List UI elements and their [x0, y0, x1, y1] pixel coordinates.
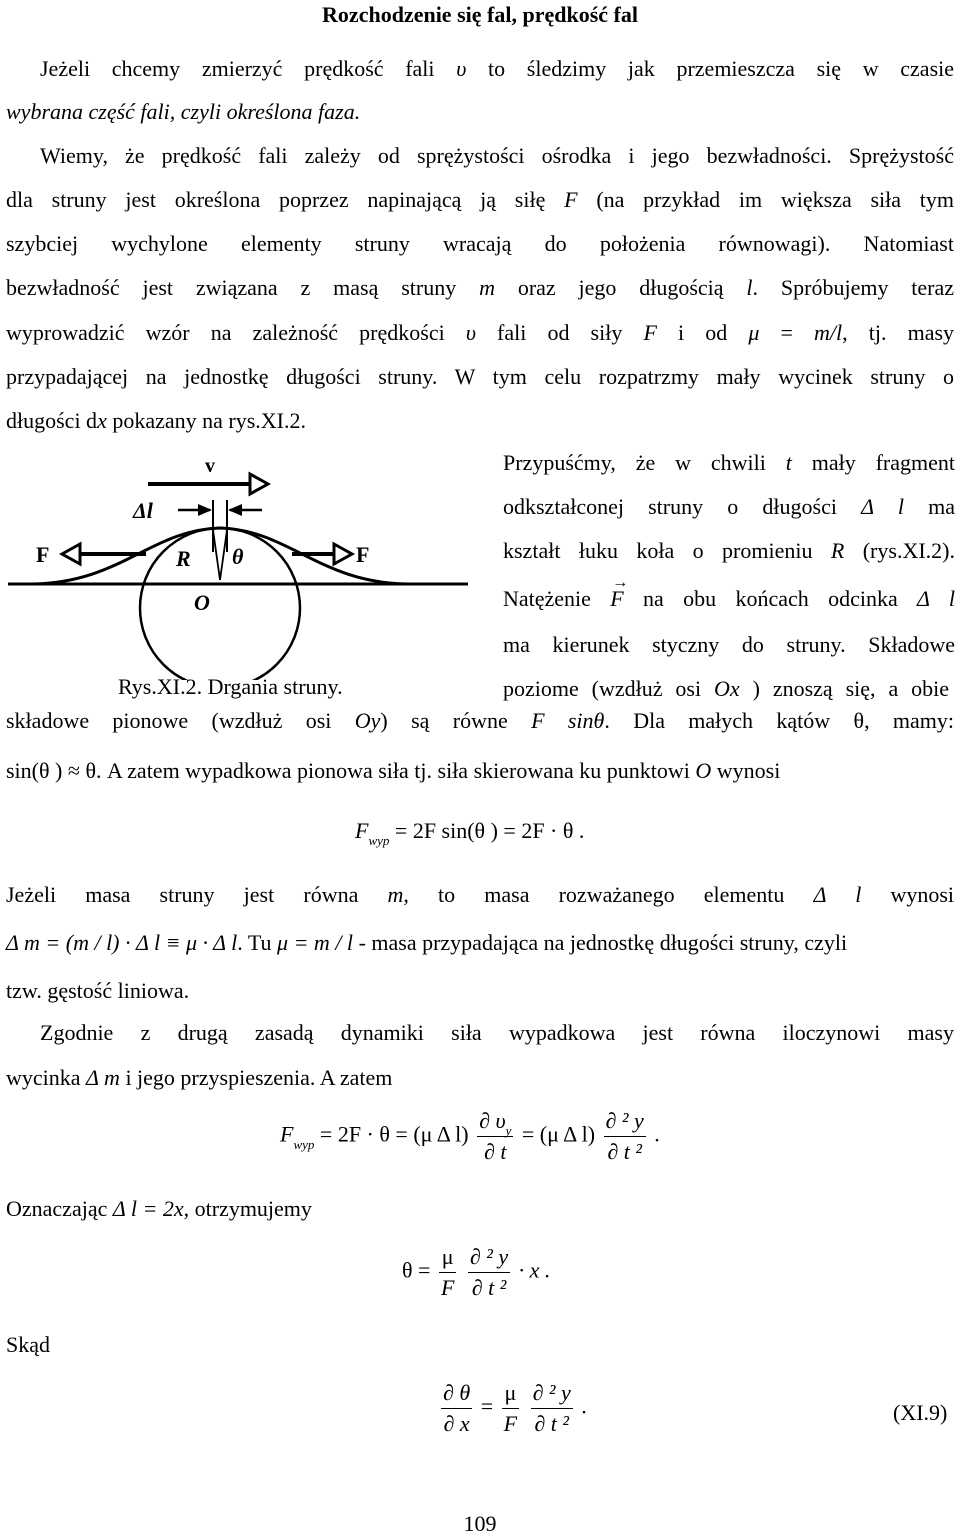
time-symbol: t: [785, 450, 792, 475]
subscript-y: y: [505, 1123, 512, 1138]
radius-line-right: [220, 530, 227, 580]
center-label: O: [194, 590, 210, 615]
equation-lhs: θ =: [402, 1257, 431, 1283]
text: , to masa rozważanego elementu: [403, 882, 785, 907]
fraction-d2y-dt2: [468, 1244, 510, 1301]
small-angle-approx: sin(θ ) ≈ θ: [6, 758, 96, 783]
text: mały fragment: [811, 450, 955, 475]
equation-newton-second-law: [280, 1108, 660, 1165]
fraction-mu-f: [439, 1244, 456, 1301]
text: na obu końcach odcinka: [643, 586, 898, 611]
x-symbol: x: [97, 408, 107, 433]
fraction-mu-f: [502, 1380, 519, 1437]
text: i od: [678, 320, 728, 345]
side-line-1: [503, 450, 955, 476]
text: Jeżeli chcemy zmierzyć prędkość fali: [40, 56, 435, 81]
paragraph-2-line-4: [6, 275, 954, 301]
fraction-d2y-dt2: [604, 1108, 646, 1165]
delta-m-symbol: Δ m: [86, 1065, 120, 1090]
text: długości d: [6, 408, 98, 433]
period: .: [654, 1121, 660, 1147]
radius-line-left: [213, 530, 220, 580]
text: pokazany na rys.XI.2.: [106, 408, 306, 433]
mass-symbol: m: [479, 275, 495, 300]
fraction-d2y-dt2: [531, 1380, 573, 1437]
paragraph-3-line-1: [6, 708, 954, 734]
paragraph-2-line-2: [6, 187, 954, 213]
radius-label: R: [176, 546, 191, 571]
paragraph-2-line-1: Wiemy, że prędkość fali zależy od sprężystości ośrodka i jego bezwładności. Sprężystość: [40, 143, 954, 168]
text: odkształconej struny o długości: [503, 494, 837, 519]
side-line-2: [503, 494, 955, 520]
text: . Dla małych kątów: [604, 708, 831, 733]
mass-symbol: m: [387, 882, 404, 907]
side-line-4: [503, 574, 955, 612]
vertical-component: F sinθ: [531, 708, 605, 733]
text: wynosi: [890, 882, 955, 907]
v-label: v: [205, 455, 215, 477]
paragraph-2-line-7: [6, 408, 954, 434]
text: i jego przyspieszenia. A zatem: [125, 1065, 393, 1090]
force-left-arrowhead: [62, 544, 80, 564]
force-symbol: F: [355, 818, 369, 843]
text: ) znoszą się, a obie: [752, 676, 950, 701]
text: wycinka: [6, 1065, 81, 1090]
mu-definition: m/l: [814, 320, 843, 345]
equals: =: [480, 1393, 494, 1419]
force-symbol: F: [564, 187, 578, 212]
equation-end: · x .: [518, 1257, 551, 1283]
text: poziome (wzdłuż osi: [503, 676, 702, 701]
text: (na przykład im większa siła tym: [596, 187, 955, 212]
text: , mamy:: [864, 708, 955, 733]
equation-wave-xi9: [438, 1380, 587, 1437]
equation-resultant-force: [355, 818, 585, 848]
equation-part: = 2F · θ = (μ Δ l): [319, 1121, 469, 1147]
equation-part: = (μ Δ l): [521, 1121, 596, 1147]
paragraph-2-line-5: [6, 320, 954, 346]
ox-symbol: Ox: [714, 676, 740, 701]
delta-l-symbol: Δ l: [861, 494, 904, 519]
theta-symbol: θ: [853, 708, 865, 733]
numerator: ∂ ² y: [468, 1244, 510, 1273]
denominator: ∂ t: [483, 1139, 507, 1164]
text: . Spróbujemy teraz: [752, 275, 955, 300]
denominator: ∂ t ²: [471, 1275, 507, 1300]
subscript-wyp: wyp: [293, 1136, 315, 1152]
paragraph-4-line-3: tzw. gęstość liniowa.: [6, 978, 190, 1003]
text: wyprowadzić wzór na zależność prędkości: [6, 320, 445, 345]
numerator: [477, 1108, 513, 1137]
vector-arrow-icon: →: [612, 574, 629, 591]
equation-body: = 2F sin(θ ) = 2F · θ .: [394, 818, 585, 843]
text: kształt łuku koła o promieniu: [503, 538, 813, 563]
numerator: ∂ ² y: [531, 1380, 573, 1409]
text: - masa przypadająca na jednostkę długości struny, czyli: [358, 930, 848, 955]
paragraph-5-line-1: Zgodnie z drugą zasadą dynamiki siła wypadkowa jest równa iloczynowi masy: [40, 1020, 954, 1045]
paragraph-1-line-2: wybrana część fali, czyli określona faza.: [6, 99, 361, 124]
text: ma: [928, 494, 956, 519]
text: . A zatem wypadkowa pionowa siła tj. siła skierowana ku punktowi: [95, 758, 690, 783]
text: wynosi: [716, 758, 781, 783]
denominator: ∂ x: [443, 1411, 470, 1436]
force-left-label: F: [36, 542, 50, 567]
force-vector-symbol: [610, 574, 629, 611]
paragraph-7: Skąd: [6, 1332, 50, 1357]
paragraph-4-line-2: [6, 930, 954, 956]
linear-density-formula: μ = m / l: [277, 930, 354, 955]
period: .: [581, 1393, 587, 1419]
text: składowe pionowe (wzdłuż osi: [6, 708, 332, 733]
force-letter: F: [610, 586, 624, 611]
side-line-6: [503, 676, 949, 702]
force-symbol: F: [643, 320, 657, 345]
side-line-3: [503, 538, 955, 564]
string-diagram: [0, 450, 470, 680]
text: bezwładność jest związana z masą struny: [6, 275, 457, 300]
point-o-symbol: O: [695, 758, 712, 783]
denominator: ∂ t ²: [534, 1411, 569, 1436]
delta-l-label: Δl: [133, 498, 153, 523]
curvature-circle: [140, 528, 300, 680]
denominator: F: [503, 1411, 518, 1436]
numerator: ∂ θ: [441, 1380, 472, 1409]
delta-l-arrowhead-left: [198, 504, 212, 516]
partial-v: ∂ υ: [479, 1108, 506, 1133]
text: oraz jego długością: [517, 275, 724, 300]
delta-l-symbol: Δ l: [917, 586, 955, 611]
equation-theta: [402, 1244, 550, 1301]
text: Natężenie: [503, 586, 591, 611]
text: Oznaczając: [6, 1196, 108, 1221]
oy-symbol: Oy: [354, 708, 381, 733]
subscript-wyp: wyp: [368, 833, 390, 848]
equation-label: (XI.9): [893, 1400, 948, 1425]
figure-caption: Rys.XI.2. Drgania struny.: [118, 674, 343, 699]
paragraph-4-line-1: [6, 882, 954, 908]
numerator: μ: [502, 1380, 519, 1409]
force-right-label: F: [356, 542, 370, 567]
mu-symbol: μ: [748, 320, 760, 345]
paragraph-2-line-3: szybciej wychylone elementy struny wracają do położenia równowagi). Natomiast: [6, 231, 954, 256]
page-number: 109: [463, 1511, 497, 1536]
denominator: ∂ t ²: [607, 1139, 642, 1164]
text: dla struny jest określona poprzez napinającą ją siłę: [6, 187, 546, 212]
length-symbol: l: [746, 275, 753, 300]
paragraph-3-line-2: [6, 758, 954, 784]
velocity-symbol: υ: [456, 56, 467, 81]
delta-l-arrowhead-right: [228, 504, 242, 516]
force-right-arrowhead: [334, 544, 352, 564]
text: to śledzimy jak przemieszcza się w czasie: [488, 56, 955, 81]
mass-element-formula: Δ m = (m / l) · Δ l ≡ μ · Δ l: [6, 930, 238, 955]
text: (rys.XI.2).: [862, 538, 955, 563]
text: Przypuśćmy, że w chwili: [503, 450, 766, 475]
text: ) są równe: [380, 708, 508, 733]
velocity-symbol: υ: [465, 320, 476, 345]
paragraph-6: [6, 1196, 954, 1222]
fraction-dv-dt: [477, 1108, 513, 1165]
paragraph-2-line-6: przypadającej na jednostkę długości struny. W tym celu rozpatrzmy mały wycinek struny o: [6, 364, 954, 389]
text: Jeżeli masa struny jest równa: [6, 882, 359, 907]
side-line-5: ma kierunek styczny do struny. Składowe: [503, 632, 955, 657]
radius-symbol: R: [830, 538, 845, 563]
substitution: Δ l = 2x: [112, 1196, 184, 1221]
page-title: Rozchodzenie się fal, prędkość fal: [322, 2, 638, 27]
text: =: [780, 320, 793, 345]
text: , otrzymujemy: [183, 1196, 312, 1221]
fraction-dtheta-dx: [441, 1380, 472, 1437]
v-arrowhead: [250, 474, 268, 494]
text: fali od siły: [497, 320, 623, 345]
paragraph-5-line-2: [6, 1065, 954, 1091]
text: . Tu: [237, 930, 272, 955]
delta-l-symbol: Δ l: [813, 882, 862, 907]
denominator: F: [440, 1275, 455, 1300]
numerator: μ: [439, 1244, 456, 1273]
paragraph-1-line-1: [6, 56, 954, 82]
numerator: ∂ ² y: [604, 1108, 646, 1137]
text: , tj. masy: [842, 320, 955, 345]
force-symbol: F: [280, 1121, 294, 1147]
theta-label: θ: [232, 544, 244, 569]
